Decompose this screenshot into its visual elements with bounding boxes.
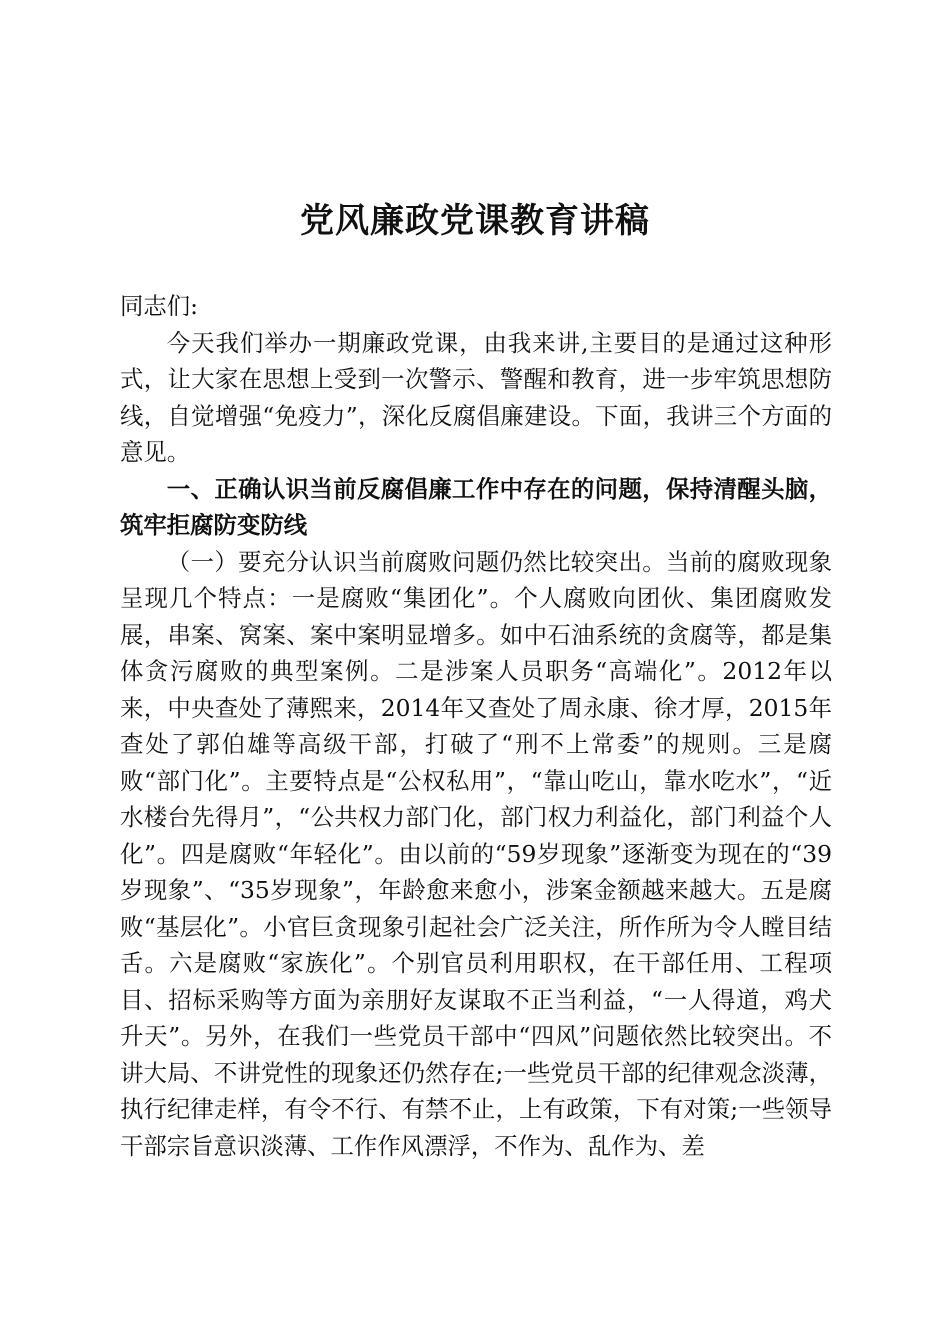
- document-title: 党风廉政党课教育讲稿: [300, 201, 650, 241]
- salutation: 同志们:: [120, 292, 199, 320]
- section-1-heading: 一、正确认识当前反腐倡廉工作中存在的问题，保持清醒头脑，筑牢拒腐防变防线: [120, 474, 832, 539]
- section-1-1-paragraph: （一）要充分认识当前腐败问题仍然比较突出。当前的腐败现象呈现几个特点：一是腐败“集团化”。个人腐败向团伙、集团腐败发展，串案、窝案、案中案明显增多。如中石油系统的贪腐等，都是集体贪污腐败的典型案例。二是涉案人员职务“高端化”。2012年以来，中央查处了薄熙来，2014年又查处了周永康、徐才厚，2015年查处了郭伯雄等高级干部，打破了“刑不上常委”的规则。三是腐败“部门化”。主要特点是“公权私用”，“靠山吃山，靠水吃水”，“近水楼台先得月”，“公共权力部门化，部门权力利益化，部门利益个人化”。四是腐败“年轻化”。由以前的“59岁现象”逐渐变为现在的“39岁现象”、“35岁现象”，年龄愈来愈小，涉案金额越来越大。五是腐败“基层化”。小官巨贪现象引起社会广泛关注，所作所为令人瞠目结舌。六是腐败“家族化”。个别官员利用职权，在干部任用、工程项目、招标采购等方面为亲朋好友谋取不正当利益，“一人得道，鸡犬升天”。另外，在我们一些党员干部中“四风”问题依然比较突出。不讲大局、不讲党性的现象还仍然存在;一些党员干部的纪律观念淡薄，执行纪律走样，有令不行、有禁不止，上有政策，下有对策;一些领导干部宗旨意识淡薄、工作作风漂浮，不作为、乱作为、差: [120, 547, 832, 1160]
- intro-paragraph: 今天我们举办一期廉政党课，由我来讲,主要目的是通过这种形式，让大家在思想上受到一次警示、警醒和教育，进一步牢筑思想防线，自觉增强“免疫力”，深化反腐倡廉建设。下面，我讲三个方面的意见。: [120, 328, 832, 466]
- document-body: [120, 288, 832, 1164]
